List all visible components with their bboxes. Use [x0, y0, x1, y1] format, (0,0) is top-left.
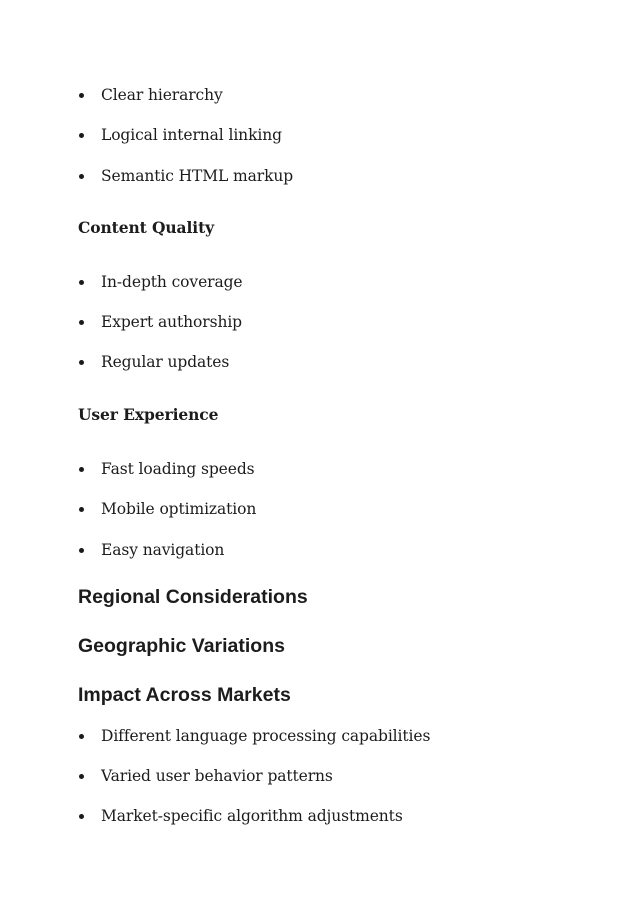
list-item [79, 84, 223, 106]
user-experience-heading: User Experience [78, 405, 219, 424]
list-item [79, 311, 242, 333]
list-item-text: Fast loading speeds [101, 460, 255, 478]
list-item-text: Mobile optimization [101, 500, 257, 518]
list-item [79, 765, 333, 787]
list-item-text: Market-specific algorithm adjustments [101, 807, 403, 825]
bullet-icon [79, 174, 84, 179]
bullet-icon [79, 507, 84, 512]
list-item-text: Different language processing capabilities [101, 727, 431, 745]
list-item [79, 725, 430, 747]
list-item-text: Varied user behavior patterns [101, 767, 333, 785]
bullet-icon [79, 548, 84, 553]
list-item [79, 351, 229, 373]
geographic-variations-heading: Geographic Variations [78, 635, 285, 657]
bullet-icon [79, 360, 84, 365]
bullet-icon [79, 734, 84, 739]
bullet-icon [79, 93, 84, 98]
list-item [79, 805, 403, 827]
list-item [79, 165, 293, 187]
bullet-icon [79, 280, 84, 285]
list-item-text: Clear hierarchy [101, 86, 223, 104]
content-quality-heading: Content Quality [78, 218, 215, 237]
list-item-text: Logical internal linking [101, 126, 282, 144]
list-item [79, 271, 243, 293]
list-item [79, 539, 224, 561]
list-item-text: Expert authorship [101, 313, 243, 331]
bullet-icon [79, 133, 84, 138]
list-item [79, 458, 255, 480]
list-item-text: Regular updates [101, 353, 230, 371]
bullet-icon [79, 774, 84, 779]
list-item-text: Easy navigation [101, 541, 225, 559]
impact-across-markets-heading: Impact Across Markets [78, 684, 291, 706]
regional-considerations-heading: Regional Considerations [78, 586, 308, 608]
list-item-text: Semantic HTML markup [101, 167, 294, 185]
list-item [79, 124, 282, 146]
bullet-icon [79, 814, 84, 819]
bullet-icon [79, 467, 84, 472]
list-item [79, 498, 256, 520]
bullet-icon [79, 320, 84, 325]
list-item-text: In-depth coverage [101, 273, 243, 291]
